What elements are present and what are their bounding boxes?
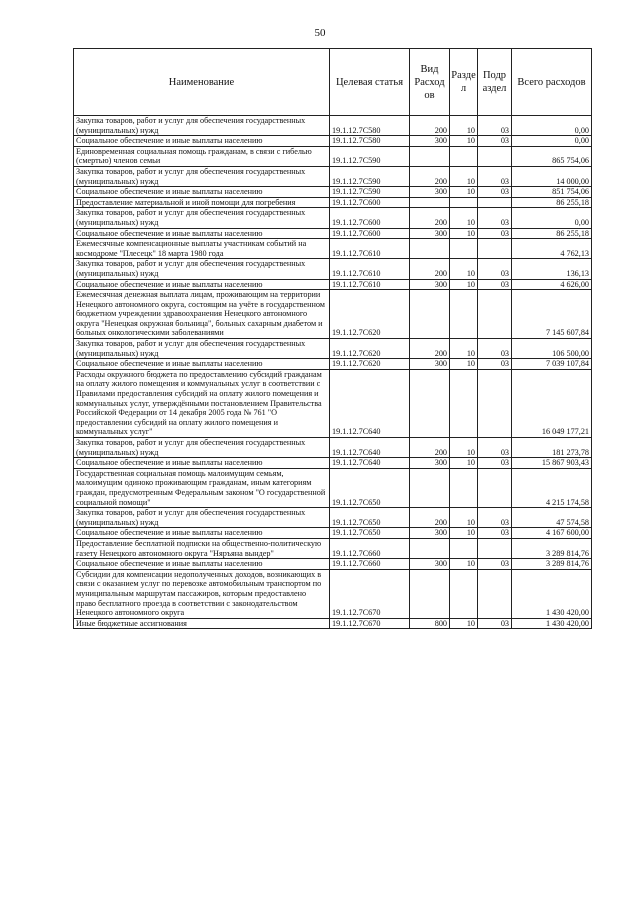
cell-podrazdel: 03 <box>478 259 512 279</box>
cell-name: Закупка товаров, работ и услуг для обеспечения государственных (муниципальных) нужд <box>74 116 330 136</box>
cell-razdel: 10 <box>450 116 478 136</box>
cell-vid: 300 <box>410 136 450 147</box>
cell-razdel: 10 <box>450 559 478 570</box>
cell-podrazdel: 03 <box>478 618 512 629</box>
table-row <box>74 538 592 558</box>
cell-article: 19.1.12.7С620 <box>330 359 410 370</box>
cell-article: 19.1.12.7С610 <box>330 279 410 290</box>
header-podrazdel: Подр аздел <box>478 49 512 116</box>
cell-razdel <box>450 569 478 618</box>
cell-name: Расходы окружного бюджета по предоставлению субсидий гражданам на оплату жилого помещения и коммунальных услуг в соответствии с Правилами предоставления субсидий на оплату жилого помещения и коммунальных услуг, утверждёнными постановлением Правительства Российской Федерации от 14 декабря 2005 года № 761 "О предоставлении субсидий на оплату жилого помещения и коммунальных услуг" <box>74 369 330 437</box>
cell-total: 106 500,00 <box>512 339 592 359</box>
cell-total: 0,00 <box>512 116 592 136</box>
cell-razdel <box>450 197 478 208</box>
header-total: Всего расходов <box>512 49 592 116</box>
cell-total: 0,00 <box>512 136 592 147</box>
cell-podrazdel <box>478 197 512 208</box>
cell-razdel: 10 <box>450 187 478 198</box>
cell-article: 19.1.12.7С610 <box>330 239 410 259</box>
table-row <box>74 618 592 629</box>
cell-article: 19.1.12.7С670 <box>330 618 410 629</box>
cell-vid: 200 <box>410 208 450 228</box>
cell-total: 7 039 107,84 <box>512 359 592 370</box>
table-row <box>74 279 592 290</box>
cell-article: 19.1.12.7С640 <box>330 369 410 437</box>
table-row <box>74 146 592 166</box>
cell-razdel: 10 <box>450 528 478 539</box>
cell-razdel: 10 <box>450 618 478 629</box>
header-razdel: Разде л <box>450 49 478 116</box>
table-row <box>74 339 592 359</box>
budget-table <box>73 48 592 629</box>
cell-vid: 200 <box>410 259 450 279</box>
cell-name: Закупка товаров, работ и услуг для обеспечения государственных (муниципальных) нужд <box>74 508 330 528</box>
cell-name: Социальное обеспечение и иные выплаты населению <box>74 359 330 370</box>
cell-name: Закупка товаров, работ и услуг для обеспечения государственных (муниципальных) нужд <box>74 259 330 279</box>
table-row <box>74 166 592 186</box>
cell-name: Социальное обеспечение и иные выплаты населению <box>74 279 330 290</box>
table-row <box>74 259 592 279</box>
table-row <box>74 559 592 570</box>
table-row <box>74 197 592 208</box>
cell-podrazdel: 03 <box>478 339 512 359</box>
cell-total: 86 255,18 <box>512 228 592 239</box>
table-row <box>74 290 592 339</box>
cell-article: 19.1.12.7С590 <box>330 166 410 186</box>
table-header-row <box>74 49 592 116</box>
cell-razdel: 10 <box>450 259 478 279</box>
cell-total: 4 626,00 <box>512 279 592 290</box>
cell-razdel: 10 <box>450 339 478 359</box>
cell-article: 19.1.12.7С590 <box>330 187 410 198</box>
cell-vid: 200 <box>410 438 450 458</box>
table-row <box>74 239 592 259</box>
cell-name: Социальное обеспечение и иные выплаты населению <box>74 559 330 570</box>
table-row <box>74 187 592 198</box>
cell-vid <box>410 146 450 166</box>
cell-name: Закупка товаров, работ и услуг для обеспечения государственных (муниципальных) нужд <box>74 166 330 186</box>
cell-vid: 300 <box>410 528 450 539</box>
cell-total: 15 867 903,43 <box>512 458 592 469</box>
cell-name: Субсидии для компенсации недополученных доходов, возникающих в связи с оказанием услуг по перевозке автомобильным транспортом по муниципальным маршрутам пассажиров, которым предоставлено право бесплатного проезда в соответствии с законодательством Ненецкого автономного округа <box>74 569 330 618</box>
cell-vid <box>410 290 450 339</box>
cell-total: 14 000,00 <box>512 166 592 186</box>
table-row <box>74 528 592 539</box>
cell-article: 19.1.12.7С670 <box>330 569 410 618</box>
cell-article: 19.1.12.7С580 <box>330 136 410 147</box>
cell-vid <box>410 538 450 558</box>
cell-vid: 200 <box>410 166 450 186</box>
cell-total: 0,00 <box>512 208 592 228</box>
cell-article: 19.1.12.7С650 <box>330 528 410 539</box>
cell-razdel: 10 <box>450 208 478 228</box>
cell-razdel <box>450 146 478 166</box>
cell-total: 1 430 420,00 <box>512 618 592 629</box>
cell-podrazdel <box>478 290 512 339</box>
cell-name: Ежемесячные компенсационные выплаты участникам событий на космодроме "Плесецк" 18 марта 1980 года <box>74 239 330 259</box>
cell-name: Иные бюджетные ассигнования <box>74 618 330 629</box>
cell-total: 1 430 420,00 <box>512 569 592 618</box>
cell-razdel: 10 <box>450 136 478 147</box>
cell-vid <box>410 239 450 259</box>
cell-article: 19.1.12.7С620 <box>330 290 410 339</box>
cell-razdel: 10 <box>450 279 478 290</box>
cell-razdel <box>450 538 478 558</box>
cell-name: Закупка товаров, работ и услуг для обеспечения государственных (муниципальных) нужд <box>74 339 330 359</box>
cell-vid: 300 <box>410 187 450 198</box>
header-vid: Вид Расход ов <box>410 49 450 116</box>
cell-podrazdel: 03 <box>478 438 512 458</box>
table-row <box>74 569 592 618</box>
cell-podrazdel: 03 <box>478 559 512 570</box>
cell-total: 4 167 600,00 <box>512 528 592 539</box>
cell-vid <box>410 197 450 208</box>
cell-podrazdel: 03 <box>478 528 512 539</box>
cell-total: 16 049 177,21 <box>512 369 592 437</box>
cell-razdel <box>450 369 478 437</box>
cell-article: 19.1.12.7С660 <box>330 538 410 558</box>
cell-name: Закупка товаров, работ и услуг для обеспечения государственных (муниципальных) нужд <box>74 208 330 228</box>
cell-article: 19.1.12.7С600 <box>330 228 410 239</box>
cell-name: Предоставление бесплатной подписки на общественно-политическую газету Ненецкого автономного округа "Няръяна вындер" <box>74 538 330 558</box>
cell-podrazdel: 03 <box>478 359 512 370</box>
cell-total: 86 255,18 <box>512 197 592 208</box>
page-number: 50 <box>314 27 326 39</box>
table-row <box>74 208 592 228</box>
cell-razdel <box>450 468 478 507</box>
table-row <box>74 438 592 458</box>
cell-name: Предоставление материальной и иной помощи для погребения <box>74 197 330 208</box>
cell-podrazdel: 03 <box>478 116 512 136</box>
cell-podrazdel <box>478 369 512 437</box>
cell-razdel <box>450 290 478 339</box>
cell-vid <box>410 468 450 507</box>
cell-podrazdel: 03 <box>478 166 512 186</box>
cell-name: Социальное обеспечение и иные выплаты населению <box>74 528 330 539</box>
cell-article: 19.1.12.7С660 <box>330 559 410 570</box>
cell-podrazdel: 03 <box>478 136 512 147</box>
cell-podrazdel: 03 <box>478 208 512 228</box>
cell-podrazdel: 03 <box>478 187 512 198</box>
cell-total: 7 145 607,84 <box>512 290 592 339</box>
cell-name: Социальное обеспечение и иные выплаты населению <box>74 458 330 469</box>
cell-article: 19.1.12.7С600 <box>330 208 410 228</box>
table-row <box>74 228 592 239</box>
cell-name: Социальное обеспечение и иные выплаты населению <box>74 136 330 147</box>
cell-podrazdel: 03 <box>478 228 512 239</box>
table-row <box>74 359 592 370</box>
cell-podrazdel <box>478 239 512 259</box>
table-row <box>74 458 592 469</box>
cell-razdel <box>450 239 478 259</box>
cell-podrazdel: 03 <box>478 458 512 469</box>
cell-name: Ежемесячная денежная выплата лицам, проживающим на территории Ненецкого автономного округа, состоящим на учёте в государственном бюджетном учреждении здравоохранения Ненецкого автономного округа "Ненецкая окружная больница", больных сахарным диабетом и больных онкологическими заболеваниями <box>74 290 330 339</box>
table-row <box>74 369 592 437</box>
cell-article: 19.1.12.7С590 <box>330 146 410 166</box>
cell-vid: 800 <box>410 618 450 629</box>
cell-vid: 200 <box>410 508 450 528</box>
table-row <box>74 468 592 507</box>
cell-vid: 300 <box>410 279 450 290</box>
cell-razdel: 10 <box>450 508 478 528</box>
header-name: Наименование <box>74 49 330 116</box>
cell-article: 19.1.12.7С650 <box>330 508 410 528</box>
cell-razdel: 10 <box>450 166 478 186</box>
cell-article: 19.1.12.7С640 <box>330 438 410 458</box>
cell-name: Закупка товаров, работ и услуг для обеспечения государственных (муниципальных) нужд <box>74 438 330 458</box>
cell-total: 4 762,13 <box>512 239 592 259</box>
cell-vid <box>410 369 450 437</box>
cell-total: 4 215 174,58 <box>512 468 592 507</box>
cell-vid: 300 <box>410 458 450 469</box>
cell-article: 19.1.12.7С580 <box>330 116 410 136</box>
cell-total: 865 754,06 <box>512 146 592 166</box>
cell-podrazdel <box>478 146 512 166</box>
header-article: Целевая статья <box>330 49 410 116</box>
cell-article: 19.1.12.7С620 <box>330 339 410 359</box>
cell-article: 19.1.12.7С610 <box>330 259 410 279</box>
cell-vid: 200 <box>410 339 450 359</box>
table-row <box>74 508 592 528</box>
cell-total: 47 574,58 <box>512 508 592 528</box>
cell-name: Социальное обеспечение и иные выплаты населению <box>74 228 330 239</box>
cell-vid: 300 <box>410 228 450 239</box>
table-row <box>74 136 592 147</box>
cell-razdel: 10 <box>450 228 478 239</box>
cell-name: Единовременная социальная помощь гражданам, в связи с гибелью (смертью) членов семьи <box>74 146 330 166</box>
cell-total: 851 754,06 <box>512 187 592 198</box>
cell-podrazdel: 03 <box>478 279 512 290</box>
cell-article: 19.1.12.7С600 <box>330 197 410 208</box>
cell-podrazdel <box>478 538 512 558</box>
cell-razdel: 10 <box>450 359 478 370</box>
cell-vid: 300 <box>410 559 450 570</box>
cell-razdel: 10 <box>450 458 478 469</box>
cell-vid: 300 <box>410 359 450 370</box>
cell-article: 19.1.12.7С650 <box>330 468 410 507</box>
table-body <box>74 116 592 629</box>
cell-vid <box>410 569 450 618</box>
cell-podrazdel: 03 <box>478 508 512 528</box>
cell-name: Государственная социальная помощь малоимущим семьям, малоимущим одиноко проживающим гражданам, иным категориям граждан, предусмотренным Федеральным законом "О государственной социальной помощи" <box>74 468 330 507</box>
cell-total: 181 273,78 <box>512 438 592 458</box>
cell-article: 19.1.12.7С640 <box>330 458 410 469</box>
table-row <box>74 116 592 136</box>
cell-podrazdel <box>478 569 512 618</box>
cell-name: Социальное обеспечение и иные выплаты населению <box>74 187 330 198</box>
cell-total: 136,13 <box>512 259 592 279</box>
cell-razdel: 10 <box>450 438 478 458</box>
cell-podrazdel <box>478 468 512 507</box>
cell-total: 3 289 814,76 <box>512 538 592 558</box>
cell-vid: 200 <box>410 116 450 136</box>
cell-total: 3 289 814,76 <box>512 559 592 570</box>
